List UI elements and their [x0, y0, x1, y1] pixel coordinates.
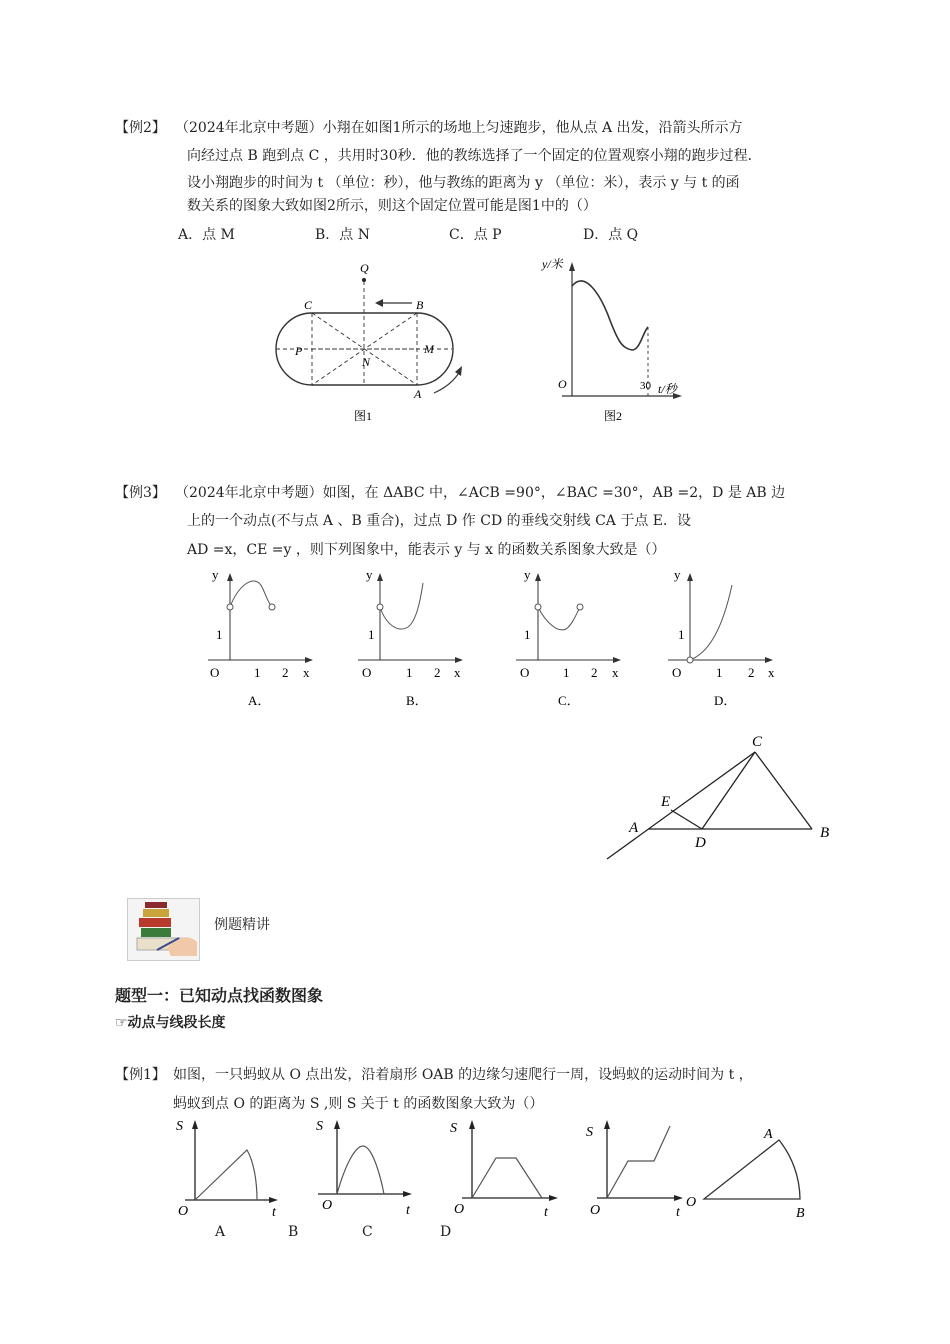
g1a-s: S [176, 1119, 183, 1134]
section-subtitle: ☞动点与线段长度 [115, 1015, 226, 1031]
tri-label-e: E [661, 794, 671, 810]
fig1-caption: 图1 [354, 409, 373, 423]
g1b-s: S [316, 1119, 323, 1134]
ga-x: x [303, 665, 310, 680]
section-banner-label: 例题精讲 [214, 917, 270, 933]
ex3-graph-a[interactable] [200, 565, 325, 710]
ex3-line-2: 上的一个动点(不与点 A 、B 重合)，过点 D 作 CD 的垂线交射线 CA 于点 E．设 [187, 513, 692, 529]
fig2-tick-30: 30 [640, 380, 651, 392]
ex2-option-d[interactable]: D．点 Q [583, 227, 639, 243]
g1a-t: t [272, 1205, 276, 1220]
gd-two: 2 [748, 665, 755, 680]
g1d-s: S [586, 1125, 593, 1140]
ex3-triangle-figure [595, 728, 845, 868]
fig2-xlabel: t/秒 [658, 382, 677, 396]
ex2-option-a[interactable]: A．点 M [178, 227, 235, 243]
ex1-line-2: 蚂蚁到点 O 的距离为 S ,则 S 关于 t 的函数图象大致为（） [173, 1096, 544, 1112]
ex1-graph-d[interactable] [580, 1112, 690, 1222]
ga-o: O [210, 665, 220, 680]
gb-label: B． [406, 693, 428, 708]
ex2-figure-1 [262, 255, 477, 430]
fig1-label-a: A [414, 387, 422, 401]
gd-one: 1 [716, 665, 723, 680]
ex2-figure-2 [530, 250, 700, 430]
g1d-t: t [676, 1205, 680, 1220]
sector-label-b: B [796, 1206, 805, 1221]
ex3-line-3: AD =x，CE =y ，则下列图象中，能表示 y 与 x 的函数关系图象大致是（） [187, 542, 666, 558]
fig1-label-q: Q [360, 261, 369, 275]
tri-label-a: A [629, 820, 639, 836]
section-title: 题型一：已知动点找函数图象 [115, 986, 324, 1005]
fig2-caption: 图2 [604, 409, 623, 423]
ex2-option-b[interactable]: B．点 N [315, 227, 370, 243]
ex1-line-1: 如图，一只蚂蚁从 O 点出发，沿着扇形 OAB 的边缘匀速爬行一周，设蚂蚁的运动时间为 t ， [173, 1067, 753, 1083]
ex3-graph-d[interactable] [660, 565, 785, 710]
ex1-sector-figure [682, 1120, 817, 1225]
ex1-option-c[interactable]: C [362, 1224, 373, 1240]
ex3-graph-b[interactable] [350, 565, 475, 710]
gb-o: O [362, 665, 372, 680]
ex2-line-2: 向经过点 B 跑到点 C ，共用时30秒．他的教练选择了一个固定的位置观察小翔的跑步过程． [187, 148, 762, 164]
tri-label-d: D [695, 835, 706, 851]
gd-label: D． [714, 693, 737, 708]
books-icon [127, 898, 200, 961]
ex1-graph-c[interactable] [440, 1112, 565, 1222]
gd-y: y [674, 567, 681, 582]
gb-one: 1 [406, 665, 413, 680]
ga-one-y: 1 [216, 627, 223, 642]
ga-y: y [212, 567, 219, 582]
g1d-o: O [590, 1203, 601, 1218]
gd-one-y: 1 [678, 627, 685, 642]
ex1-option-b[interactable]: B [288, 1224, 299, 1240]
ex2-line-4: 数关系的图象大致如图2所示，则这个固定位置可能是图1中的（） [187, 198, 597, 214]
gc-y: y [524, 567, 531, 582]
g1b-t: t [406, 1203, 410, 1218]
ex2-line-3: 设小翔跑步的时间为 t （单位：秒），他与教练的距离为 y （单位：米），表示 y 与 t 的函 [187, 175, 740, 191]
fig1-label-n: N [362, 355, 371, 369]
fig2-origin: O [558, 377, 567, 391]
tri-label-c: C [752, 734, 763, 750]
ex2-tag: 【例2】 [115, 120, 166, 136]
gc-o: O [520, 665, 530, 680]
ga-one: 1 [254, 665, 261, 680]
g1b-o: O [322, 1198, 333, 1213]
fig1-label-p: P [295, 344, 303, 358]
fig1-label-m: M [424, 342, 434, 356]
gc-label: C． [558, 693, 580, 708]
gb-two: 2 [434, 665, 441, 680]
g1c-s: S [450, 1121, 457, 1136]
g1a-o: O [178, 1204, 189, 1219]
g1c-t: t [544, 1205, 548, 1220]
ga-two: 2 [282, 665, 289, 680]
ex1-graph-a[interactable] [170, 1112, 285, 1222]
ex3-tag: 【例3】 [115, 485, 166, 501]
ex1-option-d[interactable]: D [440, 1224, 452, 1240]
ex2-line-1: （2024年北京中考题）小翔在如图1所示的场地上匀速跑步，他从点 A 出发，沿箭头所示方 [175, 120, 743, 136]
ex1-graph-b[interactable] [300, 1112, 420, 1222]
ga-label: A． [248, 693, 271, 708]
gb-one-y: 1 [368, 627, 375, 642]
ex1-tag: 【例1】 [115, 1067, 166, 1083]
tri-label-b: B [820, 825, 830, 841]
ex2-option-c[interactable]: C．点 P [449, 227, 502, 243]
fig2-ylabel: y/米 [542, 257, 563, 271]
gc-one: 1 [563, 665, 570, 680]
gb-x: x [454, 665, 461, 680]
gd-o: O [672, 665, 682, 680]
gc-x: x [612, 665, 619, 680]
gd-x: x [768, 665, 775, 680]
ex3-line-1: （2024年北京中考题）如图，在 ΔABC 中，∠ACB =90°，∠BAC =30°，AB =2，D 是 AB 边 [175, 485, 786, 501]
sector-label-o: O [686, 1195, 697, 1210]
sector-label-a: A [764, 1127, 773, 1142]
gc-two: 2 [591, 665, 598, 680]
ex3-graph-c[interactable] [508, 565, 633, 710]
g1c-o: O [454, 1202, 465, 1217]
fig1-label-b: B [416, 298, 424, 312]
ex1-option-a[interactable]: A [215, 1224, 226, 1240]
gc-one-y: 1 [524, 627, 531, 642]
fig1-label-c: C [304, 298, 313, 312]
gb-y: y [366, 567, 373, 582]
